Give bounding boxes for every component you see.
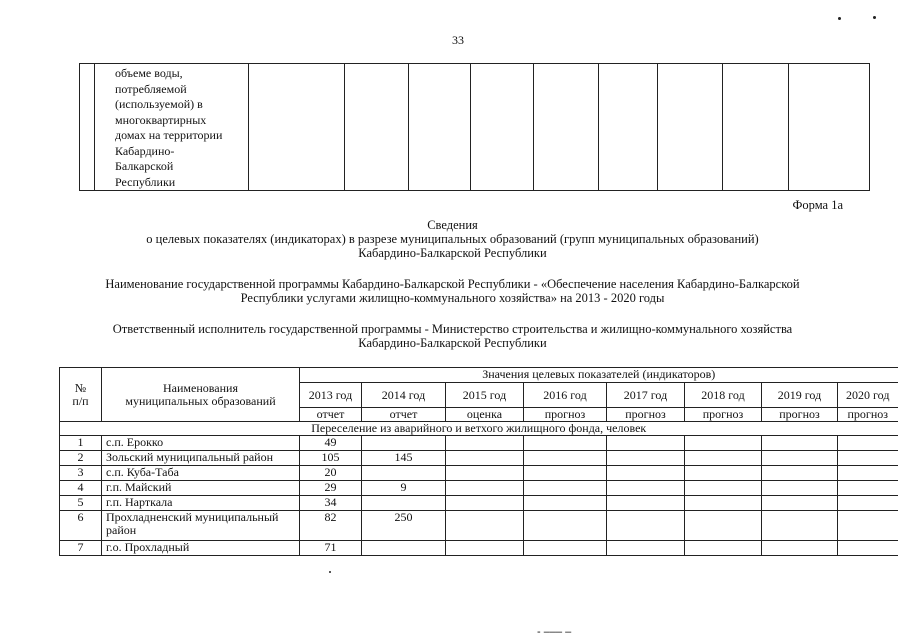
- page-number: 33: [452, 33, 464, 47]
- status-header: прогноз: [838, 408, 898, 422]
- year-header: 2018 год: [685, 383, 762, 408]
- program-name: Наименование государственной программы Кабардино-Балкарской Республики - «Обеспечение населения Кабардино-Балкарской: [105, 277, 800, 291]
- indicator-description: объеме воды, потребляемой (используемой) в многоквартирных домах на территории Кабардино- Балкарской Республики: [95, 64, 249, 191]
- scan-speck: [838, 17, 841, 20]
- table-row: 3 с.п. Куба-Таба 20: [60, 466, 898, 481]
- status-header: прогноз: [685, 408, 762, 422]
- table-row: 2 Зольский муниципальный район 105 145: [60, 451, 898, 466]
- table-row: 1 с.п. Ерокко 49: [60, 436, 898, 451]
- year-header: 2019 год: [762, 383, 838, 408]
- status-header: оценка: [446, 408, 524, 422]
- values-header: Значения целевых показателей (индикаторов): [300, 368, 898, 383]
- table-row: 4 г.п. Майский 29 9: [60, 481, 898, 496]
- heading-line: Кабардино-Балкарской Республики: [358, 246, 547, 260]
- table-row: 6 Прохладненский муниципальный район 82 250: [60, 511, 898, 541]
- heading-line: о целевых показателях (индикаторах) в разрезе муниципальных образований (групп муниципальных образований): [146, 232, 759, 246]
- year-header: 2013 год: [300, 383, 362, 408]
- heading-title: Сведения: [427, 218, 478, 232]
- status-header: прогноз: [762, 408, 838, 422]
- footer-mark: - ––– –: [537, 626, 572, 638]
- status-header: прогноз: [607, 408, 685, 422]
- col-header-name: Наименования муниципальных образований: [102, 368, 300, 422]
- executor-line: Ответственный исполнитель государственной программы - Министерство строительства и жилищно-коммунального хозяйства: [112, 322, 793, 336]
- form-label: Форма 1а: [792, 198, 843, 212]
- program-name: Республики услугами жилищно-коммунального хозяйства» на 2013 - 2020 годы: [240, 291, 665, 305]
- col-header-number: № п/п: [60, 368, 102, 422]
- year-header: 2017 год: [607, 383, 685, 408]
- section-title: Переселение из аварийного и ветхого жилищного фонда, человек: [60, 422, 898, 436]
- year-header: 2015 год: [446, 383, 524, 408]
- status-header: отчет: [300, 408, 362, 422]
- status-header: прогноз: [524, 408, 607, 422]
- scan-speck: [873, 16, 876, 19]
- table-row: 5 г.п. Нарткала 34: [60, 496, 898, 511]
- scan-speck: [329, 571, 331, 573]
- year-header: 2014 год: [362, 383, 446, 408]
- indicators-table: [59, 367, 898, 556]
- year-header: 2016 год: [524, 383, 607, 408]
- year-header: 2020 год: [838, 383, 898, 408]
- executor-line: Кабардино-Балкарской Республики: [358, 336, 547, 350]
- table-row: 7 г.о. Прохладный 71: [60, 541, 898, 556]
- status-header: отчет: [362, 408, 446, 422]
- continuation-table: [79, 63, 870, 191]
